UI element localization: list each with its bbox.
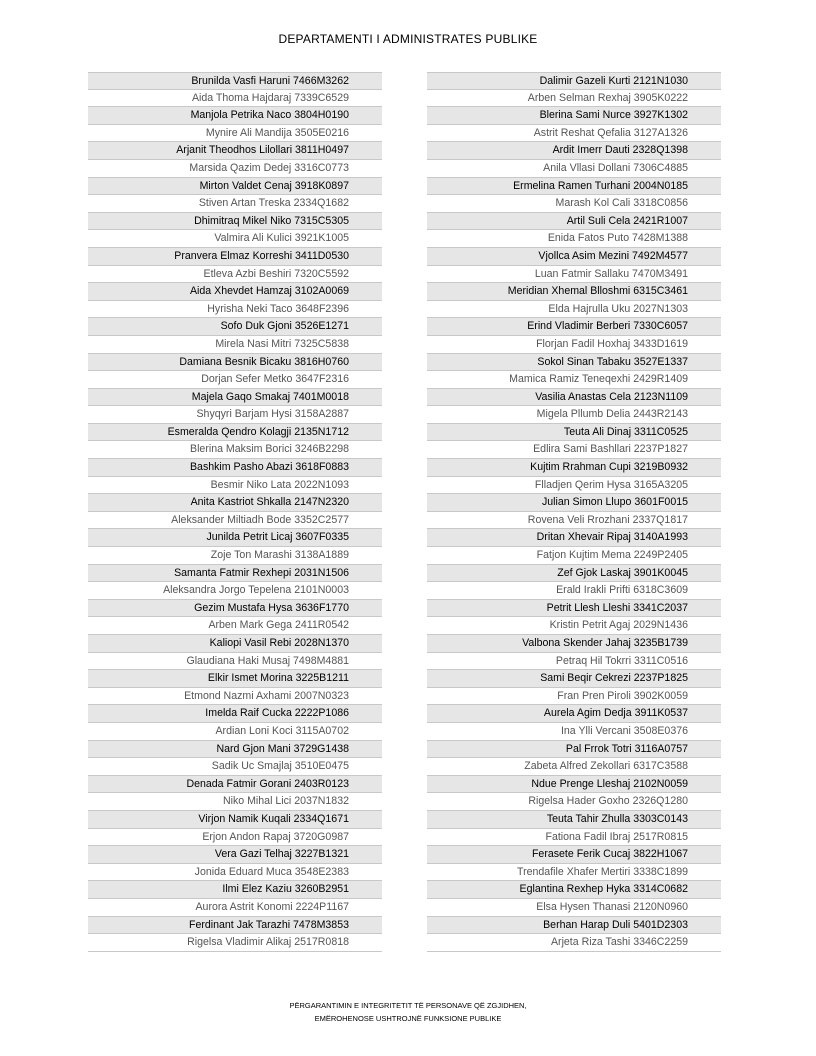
list-item: Mamica Ramiz Teneqexhi 2429R1409 [427,371,721,389]
list-item: Sadik Uc Smajlaj 3510E0475 [88,758,382,776]
page-title: DEPARTAMENTI I ADMINISTRATES PUBLIKE [278,32,538,46]
list-item: Ilmi Elez Kaziu 3260B2951 [88,881,382,899]
list-item: Hyrisha Neki Taco 3648F2396 [88,301,382,319]
left-name-list [88,72,382,952]
list-item: Kristin Petrit Agaj 2029N1436 [427,617,721,635]
list-item: Blerina Sami Nurce 3927K1302 [427,107,721,125]
list-item: Ferdinant Jak Tarazhi 7478M3853 [88,917,382,935]
list-item: Sami Beqir Cekrezi 2237P1825 [427,670,721,688]
list-item: Elda Hajrulla Uku 2027N1303 [427,301,721,319]
list-item: Pranvera Elmaz Korreshi 3411D0530 [88,248,382,266]
list-item: Elsa Hysen Thanasi 2120N0960 [427,899,721,917]
list-item: Fran Pren Piroli 3902K0059 [427,688,721,706]
list-item: Mirton Valdet Cenaj 3918K0897 [88,178,382,196]
list-item: Dhimitraq Mikel Niko 7315C5305 [88,213,382,231]
list-item: Rigelsa Hader Goxho 2326Q1280 [427,793,721,811]
list-item: Sokol Sinan Tabaku 3527E1337 [427,354,721,372]
list-item: Rovena Veli Rrozhani 2337Q1817 [427,512,721,530]
list-item: Vera Gazi Telhaj 3227B1321 [88,846,382,864]
list-item: Virjon Namik Kuqali 2334Q1671 [88,811,382,829]
list-item: Ferasete Ferik Cucaj 3822H1067 [427,846,721,864]
list-item: Etleva Azbi Beshiri 7320C5592 [88,266,382,284]
list-item: Rigelsa Vladimir Alikaj 2517R0818 [88,934,382,952]
list-item: Ndue Prenge Lleshaj 2102N0059 [427,776,721,794]
list-item: Jonida Eduard Muca 3548E2383 [88,864,382,882]
list-item: Pal Frrok Totri 3116A0757 [427,741,721,759]
list-item: Trendafile Xhafer Mertiri 3338C1899 [427,864,721,882]
footer-line-2: EMËROHENOSE USHTROJNË FUNKSIONE PUBLIKE [314,1014,502,1023]
list-item: Marash Kol Cali 3318C0856 [427,195,721,213]
list-item: Meridian Xhemal Blloshmi 6315C3461 [427,283,721,301]
list-item: Eglantina Rexhep Hyka 3314C0682 [427,881,721,899]
list-item: Vjollca Asim Mezini 7492M4577 [427,248,721,266]
list-item: Ardian Loni Koci 3115A0702 [88,723,382,741]
list-item: Artil Suli Cela 2421R1007 [427,213,721,231]
list-item: Migela Pllumb Delia 2443R2143 [427,406,721,424]
list-item: Berhan Harap Duli 5401D2303 [427,917,721,935]
list-item: Enida Fatos Puto 7428M1388 [427,230,721,248]
list-item: Kaliopi Vasil Rebi 2028N1370 [88,635,382,653]
list-item: Astrit Reshat Qefalia 3127A1326 [427,125,721,143]
list-item: Arjanit Theodhos Lilollari 3811H0497 [88,142,382,160]
list-item: Mirela Nasi Mitri 7325C5838 [88,336,382,354]
list-item: Blerina Maksim Borici 3246B2298 [88,441,382,459]
list-item: Florjan Fadil Hoxhaj 3433D1619 [427,336,721,354]
list-item: Imelda Raif Cucka 2222P1086 [88,705,382,723]
list-item: Erald Irakli Prifti 6318C3609 [427,582,721,600]
list-item: Arjeta Riza Tashi 3346C2259 [427,934,721,952]
list-item: Anita Kastriot Shkalla 2147N2320 [88,494,382,512]
list-item: Ina Ylli Vercani 3508E0376 [427,723,721,741]
list-item: Samanta Fatmir Rexhepi 2031N1506 [88,565,382,583]
list-item: Gezim Mustafa Hysa 3636F1770 [88,600,382,618]
list-item: Aurora Astrit Konomi 2224P1167 [88,899,382,917]
page-footer [0,999,816,1025]
list-item: Vasilia Anastas Cela 2123N1109 [427,389,721,407]
list-item: Petraq Hil Tokrri 3311C0516 [427,653,721,671]
list-item: Aleksandra Jorgo Tepelena 2101N0003 [88,582,382,600]
list-item: Marsida Qazim Dedej 3316C0773 [88,160,382,178]
list-item: Niko Mihal Lici 2037N1832 [88,793,382,811]
list-item: Edlira Sami Bashllari 2237P1827 [427,441,721,459]
list-item: Teuta Tahir Zhulla 3303C0143 [427,811,721,829]
list-item: Dorjan Sefer Metko 3647F2316 [88,371,382,389]
list-item: Arben Mark Gega 2411R0542 [88,617,382,635]
list-item: Mynire Ali Mandija 3505E0216 [88,125,382,143]
list-item: Arben Selman Rexhaj 3905K0222 [427,90,721,108]
list-item: Julian Simon Llupo 3601F0015 [427,494,721,512]
list-item: Stiven Artan Treska 2334Q1682 [88,195,382,213]
list-item: Erind Vladimir Berberi 7330C6057 [427,318,721,336]
list-item: Manjola Petrika Naco 3804H0190 [88,107,382,125]
list-item: Dalimir Gazeli Kurti 2121N1030 [427,72,721,90]
list-item: Elkir Ismet Morina 3225B1211 [88,670,382,688]
list-item: Besmir Niko Lata 2022N1093 [88,477,382,495]
list-item: Luan Fatmir Sallaku 7470M3491 [427,266,721,284]
list-item: Aleksander Miltiadh Bode 3352C2577 [88,512,382,530]
list-item: Valmira Ali Kulici 3921K1005 [88,230,382,248]
list-item: Dritan Xhevair Ripaj 3140A1993 [427,529,721,547]
list-item: Kujtim Rrahman Cupi 3219B0932 [427,459,721,477]
list-item: Valbona Skender Jahaj 3235B1739 [427,635,721,653]
list-item: Damiana Besnik Bicaku 3816H0760 [88,354,382,372]
list-item: Bashkim Pasho Abazi 3618F0883 [88,459,382,477]
list-item: Aida Thoma Hajdaraj 7339C6529 [88,90,382,108]
list-item: Denada Fatmir Gorani 2403R0123 [88,776,382,794]
list-item: Ardit Imerr Dauti 2328Q1398 [427,142,721,160]
list-item: Glaudiana Haki Musaj 7498M4881 [88,653,382,671]
footer-line-1: PËRGARANTIMIN E INTEGRITETIT TË PERSONAVE QË ZGJIDHEN, [289,1001,527,1010]
list-item: Flladjen Qerim Hysa 3165A3205 [427,477,721,495]
list-item: Fationa Fadil Ibraj 2517R0815 [427,829,721,847]
list-item: Fatjon Kujtim Mema 2249P2405 [427,547,721,565]
list-item: Shyqyri Barjam Hysi 3158A2887 [88,406,382,424]
list-item: Aida Xhevdet Hamzaj 3102A0069 [88,283,382,301]
list-item: Sofo Duk Gjoni 3526E1271 [88,318,382,336]
list-item: Zef Gjok Laskaj 3901K0045 [427,565,721,583]
list-item: Esmeralda Qendro Kolagji 2135N1712 [88,424,382,442]
list-item: Nard Gjon Mani 3729G1438 [88,741,382,759]
list-item: Petrit Llesh Lleshi 3341C2037 [427,600,721,618]
right-name-list [427,72,721,952]
list-item: Zoje Ton Marashi 3138A1889 [88,547,382,565]
list-item: Etmond Nazmi Axhami 2007N0323 [88,688,382,706]
list-item: Junilda Petrit Licaj 3607F0335 [88,529,382,547]
list-item: Erjon Andon Rapaj 3720G0987 [88,829,382,847]
list-item: Brunilda Vasfi Haruni 7466M3262 [88,72,382,90]
list-item: Zabeta Alfred Zekollari 6317C3588 [427,758,721,776]
list-item: Anila Vllasi Dollani 7306C4885 [427,160,721,178]
list-item: Ermelina Ramen Turhani 2004N0185 [427,178,721,196]
list-item: Aurela Agim Dedja 3911K0537 [427,705,721,723]
list-item: Teuta Ali Dinaj 3311C0525 [427,424,721,442]
list-item: Majela Gaqo Smakaj 7401M0018 [88,389,382,407]
